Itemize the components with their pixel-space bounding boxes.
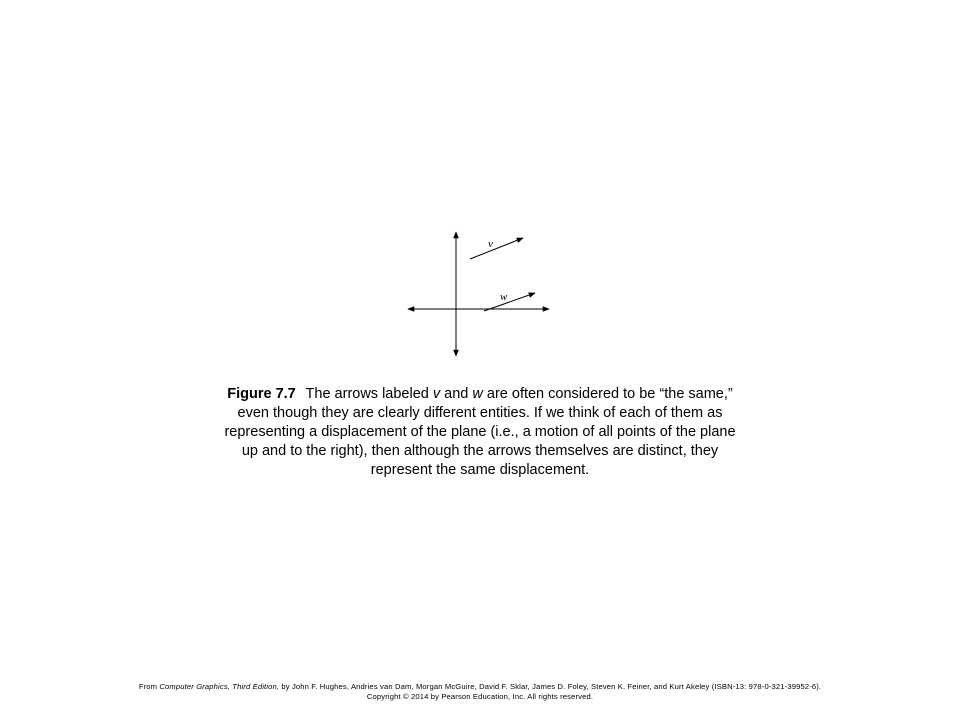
caption-text: The arrows labeled [305,386,433,402]
figure-caption [215,385,745,480]
book-title: Computer Graphics, Third Edition, [159,682,280,691]
source-citation [40,682,920,692]
caption-text: are often considered to be “the same,” even though they are clearly different entities. If we think of each of them as representing a displacement of the plane (i.e., a motion of all points of the plane up and to the right), then although the arrows themselves are distinct, they represent the same displacement. [224,386,736,478]
source-footer [40,682,920,702]
caption-var-v: v [432,386,441,402]
copyright-notice: Copyright © 2014 by Pearson Education, Inc. All rights reserved. [366,692,594,701]
vector-v-arrow [470,238,523,259]
citation-authors: by John F. Hughes, Andries van Dam, Morgan McGuire, David F. Sklar, James D. Foley, Steven K. Feiner, and Kurt Akeley (ISBN-13: 978-0-321-39952-6). [279,682,822,691]
caption-var-w: w [472,386,483,402]
vector-w-label: w [500,291,508,303]
vector-w-arrow [484,293,535,311]
caption-text: and [440,386,473,402]
figure-label: Figure 7.7 [227,386,296,402]
vector-v-label: v [488,238,493,250]
citation-prefix: From [138,682,160,691]
